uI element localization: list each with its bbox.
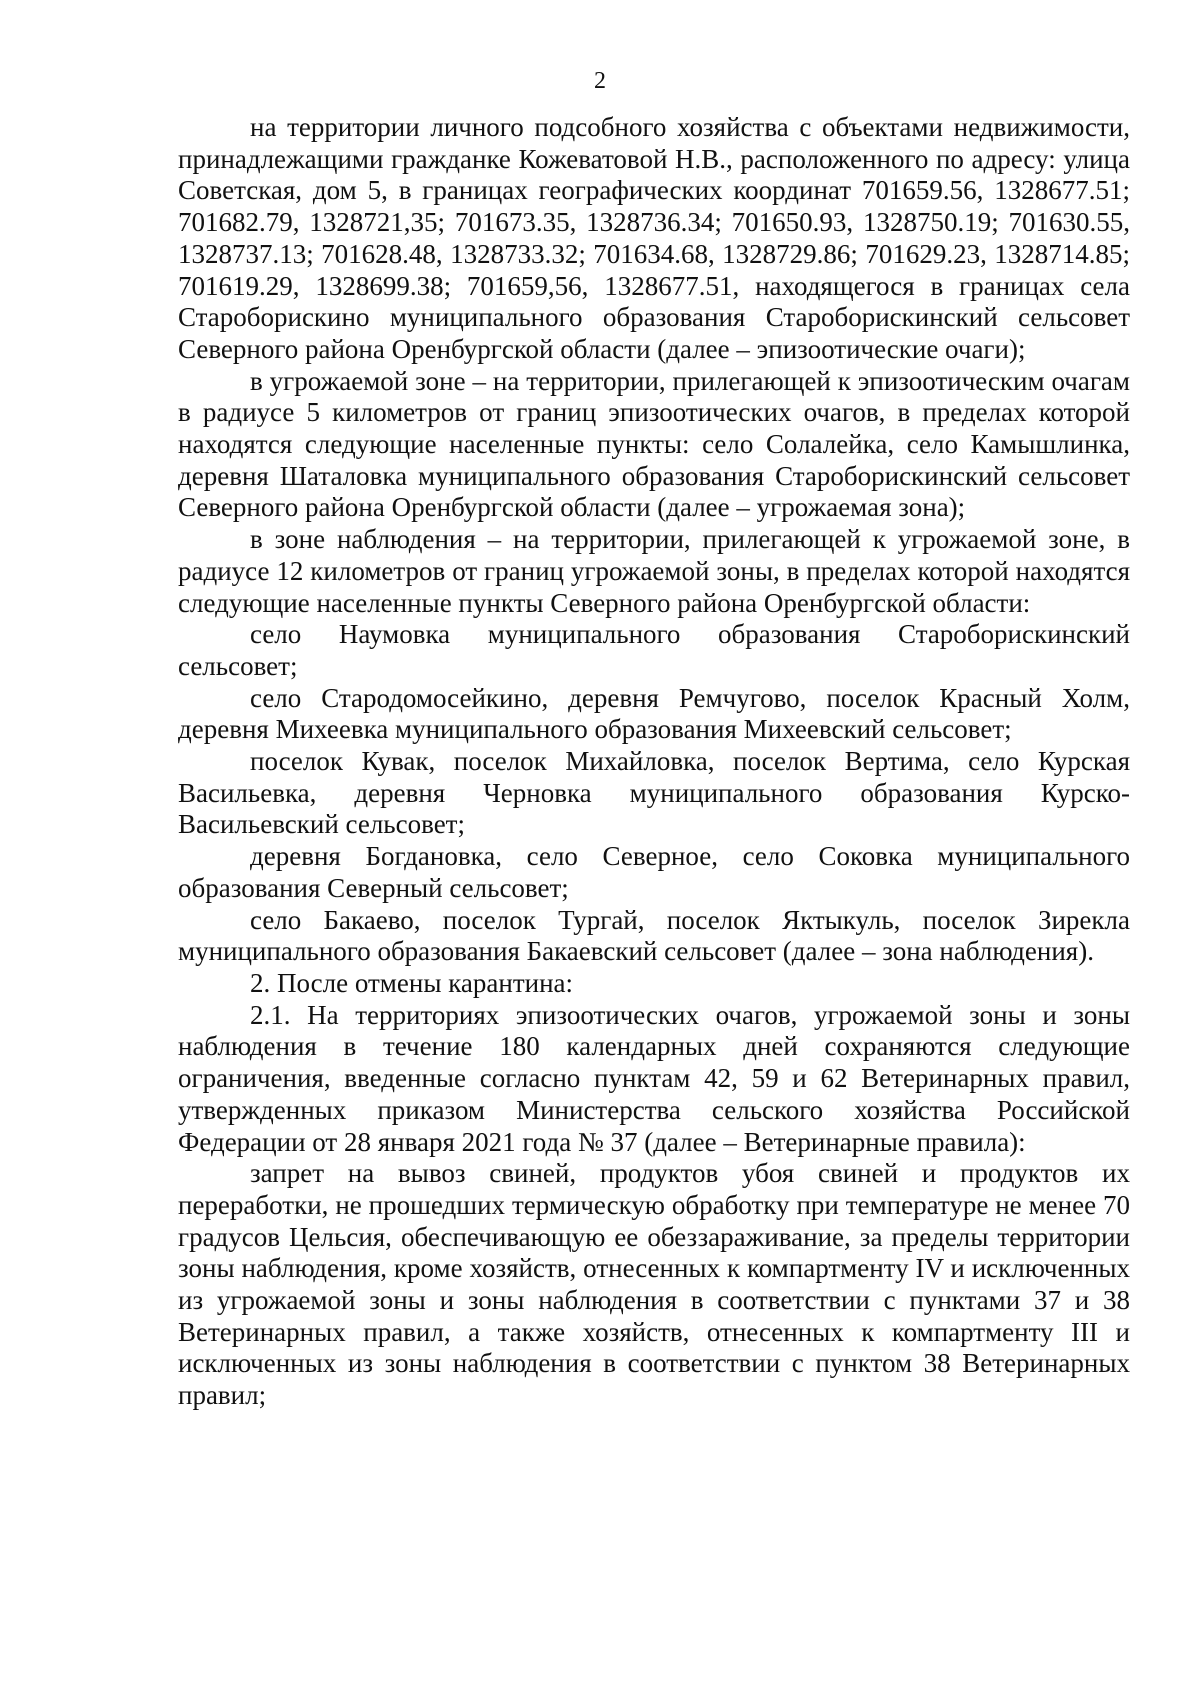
paragraph-observation-zone: в зоне наблюдения – на территории, прилегающей к угрожаемой зоне, в радиусе 12 километров от границ угрожаемой зоны, в пределах которой находятся следующие населенные пункты Северного района Оренбургской области:: [178, 524, 1130, 618]
document-body: [178, 112, 1130, 1412]
paragraph-export-ban: запрет на вывоз свиней, продуктов убоя свиней и продуктов их переработки, не прошедших термическую обработку при температуре не менее 70 градусов Цельсия, обеспечивающую ее обеззараживание, за пределы территории зоны наблюдения, кроме хозяйств, отнесенных к компартменту IV и исключенных из угрожаемой зоны и зоны наблюдения в соответствии с пунктами 37 и 38 Ветеринарных правил, а также хозяйств, отнесенных к компартменту III и исключенных из зоны наблюдения в соответствии с пунктом 38 Ветеринарных правил;: [178, 1158, 1130, 1411]
paragraph-kursko-vasilyevsky-settlements: поселок Кувак, поселок Михайловка, поселок Вертима, село Курская Васильевка, деревня Черновка муниципального образования Курско-Васильевский сельсовет;: [178, 746, 1130, 840]
page-number: 2: [594, 68, 606, 94]
paragraph-staroboriskinsky-settlements: село Наумовка муниципального образования Староборискинский сельсовет;: [178, 619, 1130, 681]
paragraph-epizootic-foci: на территории личного подсобного хозяйства с объектами недвижимости, принадлежащими гражданке Кожеватовой Н.В., расположенного по адресу: улица Советская, дом 5, в границах географических координат 701659.56, 1328677.51; 701682.79, 1328721,35; 701673.35, 1328736.34; 701650.93, 1328750.19; 701630.55, 1328737.13; 701628.48, 1328733.32; 701634.68, 1328729.86; 701629.23, 1328714.85; 701619.29, 1328699.38; 701659,56, 1328677.51, находящегося в границах села Староборискино муниципального образования Староборискинский сельсовет Северного района Оренбургской области (далее – эпизоотические очаги);: [178, 112, 1130, 364]
paragraph-mikheevsky-settlements: село Стародомосейкино, деревня Ремчугово, поселок Красный Холм, деревня Михеевка муниципального образования Михеевский сельсовет;: [178, 682, 1130, 745]
paragraph-after-quarantine-heading: 2. После отмены карантина:: [250, 967, 574, 998]
paragraph-restrictions-2-1: 2.1. На территориях эпизоотических очагов, угрожаемой зоны и зоны наблюдения в течение 180 календарных дней сохраняются следующие ограничения, введенные согласно пунктам 42, 59 и 62 Ветеринарных правил, утвержденных приказом Министерства сельского хозяйства Российской Федерации от 28 января 2021 года № 37 (далее – Ветеринарные правила):: [178, 999, 1130, 1157]
paragraph-severny-settlements: деревня Богдановка, село Северное, село Соковка муниципального образования Северный сельсовет;: [178, 841, 1130, 903]
paragraph-threatened-zone: в угрожаемой зоне – на территории, прилегающей к эпизоотическим очагам в радиусе 5 километров от границ эпизоотических очагов, в пределах которой находятся следующие населенные пункты: село Солалейка, село Камышлинка, деревня Шаталовка муниципального образования Староборискинский сельсовет Северного района Оренбургской области (далее – угрожаемая зона);: [178, 365, 1130, 523]
paragraph-bakaevsky-settlements: село Бакаево, поселок Тургай, поселок Яктыкуль, поселок Зирекла муниципального образования Бакаевский сельсовет (далее – зона наблюдения).: [178, 904, 1130, 967]
